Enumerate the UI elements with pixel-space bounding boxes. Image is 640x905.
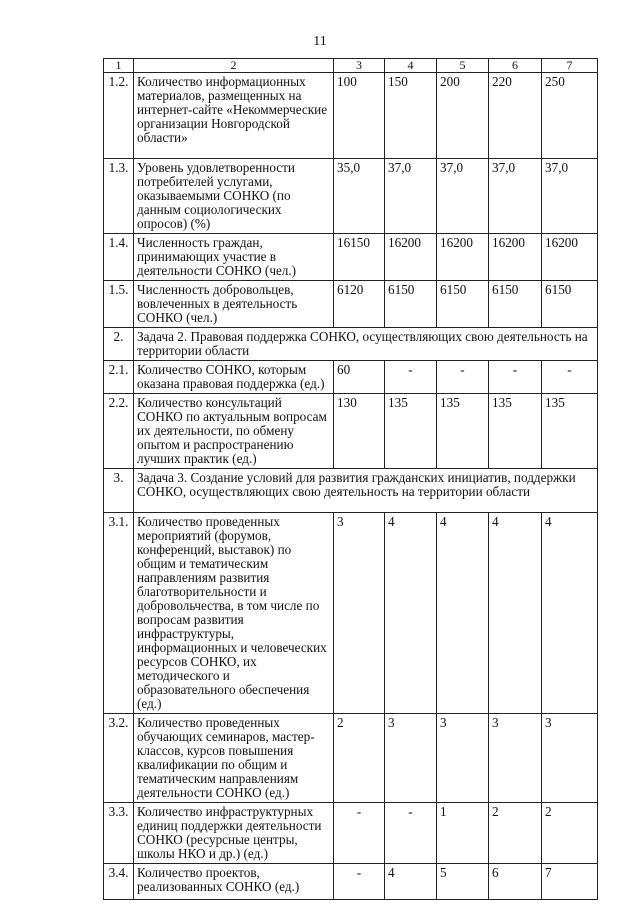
value-cell: 37,0 — [542, 159, 598, 234]
value-cell: 16200 — [385, 234, 437, 281]
header-cell: 6 — [489, 59, 542, 73]
row-number: 3.1. — [104, 513, 134, 714]
value-cell: 220 — [489, 73, 542, 159]
row-number: 3. — [104, 469, 134, 513]
indicator-description: Численность граждан, принимающих участие в деятельности СОНКО (чел.) — [134, 234, 334, 281]
task-row — [104, 469, 598, 513]
row-number: 2.2. — [104, 394, 134, 469]
header-cell: 5 — [437, 59, 489, 73]
value-cell: 6150 — [385, 281, 437, 328]
row-number: 2. — [104, 328, 134, 361]
table-row — [104, 714, 598, 803]
value-cell: 16200 — [542, 234, 598, 281]
value-cell: 3 — [542, 714, 598, 803]
value-cell: 135 — [437, 394, 489, 469]
value-cell: 5 — [437, 864, 489, 900]
value-cell: 37,0 — [385, 159, 437, 234]
row-number: 1.2. — [104, 73, 134, 159]
value-cell: 35,0 — [334, 159, 385, 234]
row-number: 1.5. — [104, 281, 134, 328]
value-cell: 200 — [437, 73, 489, 159]
value-cell: 3 — [334, 513, 385, 714]
value-cell: 6150 — [437, 281, 489, 328]
page-number: 11 — [313, 34, 327, 49]
value-cell: - — [489, 361, 542, 394]
indicator-description: Уровень удовлетворенности потребителей услугами, оказываемыми СОНКО (по данным социологических опросов) (%) — [134, 159, 334, 234]
value-cell: 135 — [542, 394, 598, 469]
header-cell: 3 — [334, 59, 385, 73]
table-row — [104, 864, 598, 900]
value-cell: 1 — [437, 803, 489, 864]
value-cell: - — [542, 361, 598, 394]
value-cell: 4 — [385, 864, 437, 900]
value-cell: 250 — [542, 73, 598, 159]
value-cell: 37,0 — [437, 159, 489, 234]
value-cell: 2 — [489, 803, 542, 864]
row-number: 1.4. — [104, 234, 134, 281]
indicator-description: Количество проведенных мероприятий (форумов, конференций, выставок) по общим и тематическим направлениям развития благотворительности и добровольчества, в том числе по вопросам развития инфраструктуры, информационных и человеческих ресурсов СОНКО, их методического и образовательного обеспечения (ед.) — [134, 513, 334, 714]
value-cell: 3 — [489, 714, 542, 803]
row-number: 3.2. — [104, 714, 134, 803]
indicator-description: Количество проведенных обучающих семинаров, мастер-классов, курсов повышения квалификации по общим и тематическим направлениям деятельности СОНКО (ед.) — [134, 714, 334, 803]
table-row — [104, 159, 598, 234]
table-row — [104, 394, 598, 469]
value-cell: 16200 — [489, 234, 542, 281]
task-description: Задача 3. Создание условий для развития гражданских инициатив, поддержки СОНКО, осуществляющих свою деятельность на территории области — [134, 469, 598, 513]
row-number: 2.1. — [104, 361, 134, 394]
table-row — [104, 803, 598, 864]
indicator-description: Численность добровольцев, вовлеченных в деятельность СОНКО (чел.) — [134, 281, 334, 328]
value-cell: 60 — [334, 361, 385, 394]
row-number: 3.3. — [104, 803, 134, 864]
value-cell: - — [385, 803, 437, 864]
indicator-description: Количество проектов, реализованных СОНКО (ед.) — [134, 864, 334, 900]
value-cell: 2 — [334, 714, 385, 803]
task-description: Задача 2. Правовая поддержка СОНКО, осуществляющих свою деятельность на территории области — [134, 328, 598, 361]
value-cell: 2 — [542, 803, 598, 864]
header-cell: 2 — [134, 59, 334, 73]
value-cell: 130 — [334, 394, 385, 469]
indicator-description: Количество консультаций СОНКО по актуальным вопросам их деятельности, по обмену опытом и распространению лучших практик (ед.) — [134, 394, 334, 469]
header-cell: 7 — [542, 59, 598, 73]
value-cell: 6 — [489, 864, 542, 900]
table-row — [104, 234, 598, 281]
value-cell: - — [334, 864, 385, 900]
value-cell: - — [385, 361, 437, 394]
value-cell: 135 — [489, 394, 542, 469]
header-row — [104, 59, 598, 73]
value-cell: 135 — [385, 394, 437, 469]
indicator-description: Количество инфраструктурных единиц поддержки деятельности СОНКО (ресурсные центры, школы НКО и др.) (ед.) — [134, 803, 334, 864]
value-cell: 3 — [437, 714, 489, 803]
row-number: 1.3. — [104, 159, 134, 234]
value-cell: 4 — [489, 513, 542, 714]
value-cell: 100 — [334, 73, 385, 159]
table-row — [104, 281, 598, 328]
value-cell: - — [437, 361, 489, 394]
value-cell: 6150 — [542, 281, 598, 328]
value-cell: 37,0 — [489, 159, 542, 234]
indicator-description: Количество информационных материалов, размещенных на интернет-сайте «Некоммерческие организации Новгородской области» — [134, 73, 334, 159]
value-cell: 4 — [385, 513, 437, 714]
value-cell: 7 — [542, 864, 598, 900]
header-cell: 1 — [104, 59, 134, 73]
value-cell: 3 — [385, 714, 437, 803]
table-row — [104, 361, 598, 394]
value-cell: 16150 — [334, 234, 385, 281]
row-number: 3.4. — [104, 864, 134, 900]
indicators-table — [103, 58, 598, 900]
value-cell: 150 — [385, 73, 437, 159]
header-cell: 4 — [385, 59, 437, 73]
task-row — [104, 328, 598, 361]
value-cell: 4 — [437, 513, 489, 714]
table-row — [104, 513, 598, 714]
value-cell: 6120 — [334, 281, 385, 328]
value-cell: 16200 — [437, 234, 489, 281]
value-cell: 4 — [542, 513, 598, 714]
table-row — [104, 73, 598, 159]
indicator-description: Количество СОНКО, которым оказана правовая поддержка (ед.) — [134, 361, 334, 394]
value-cell: 6150 — [489, 281, 542, 328]
value-cell: - — [334, 803, 385, 864]
